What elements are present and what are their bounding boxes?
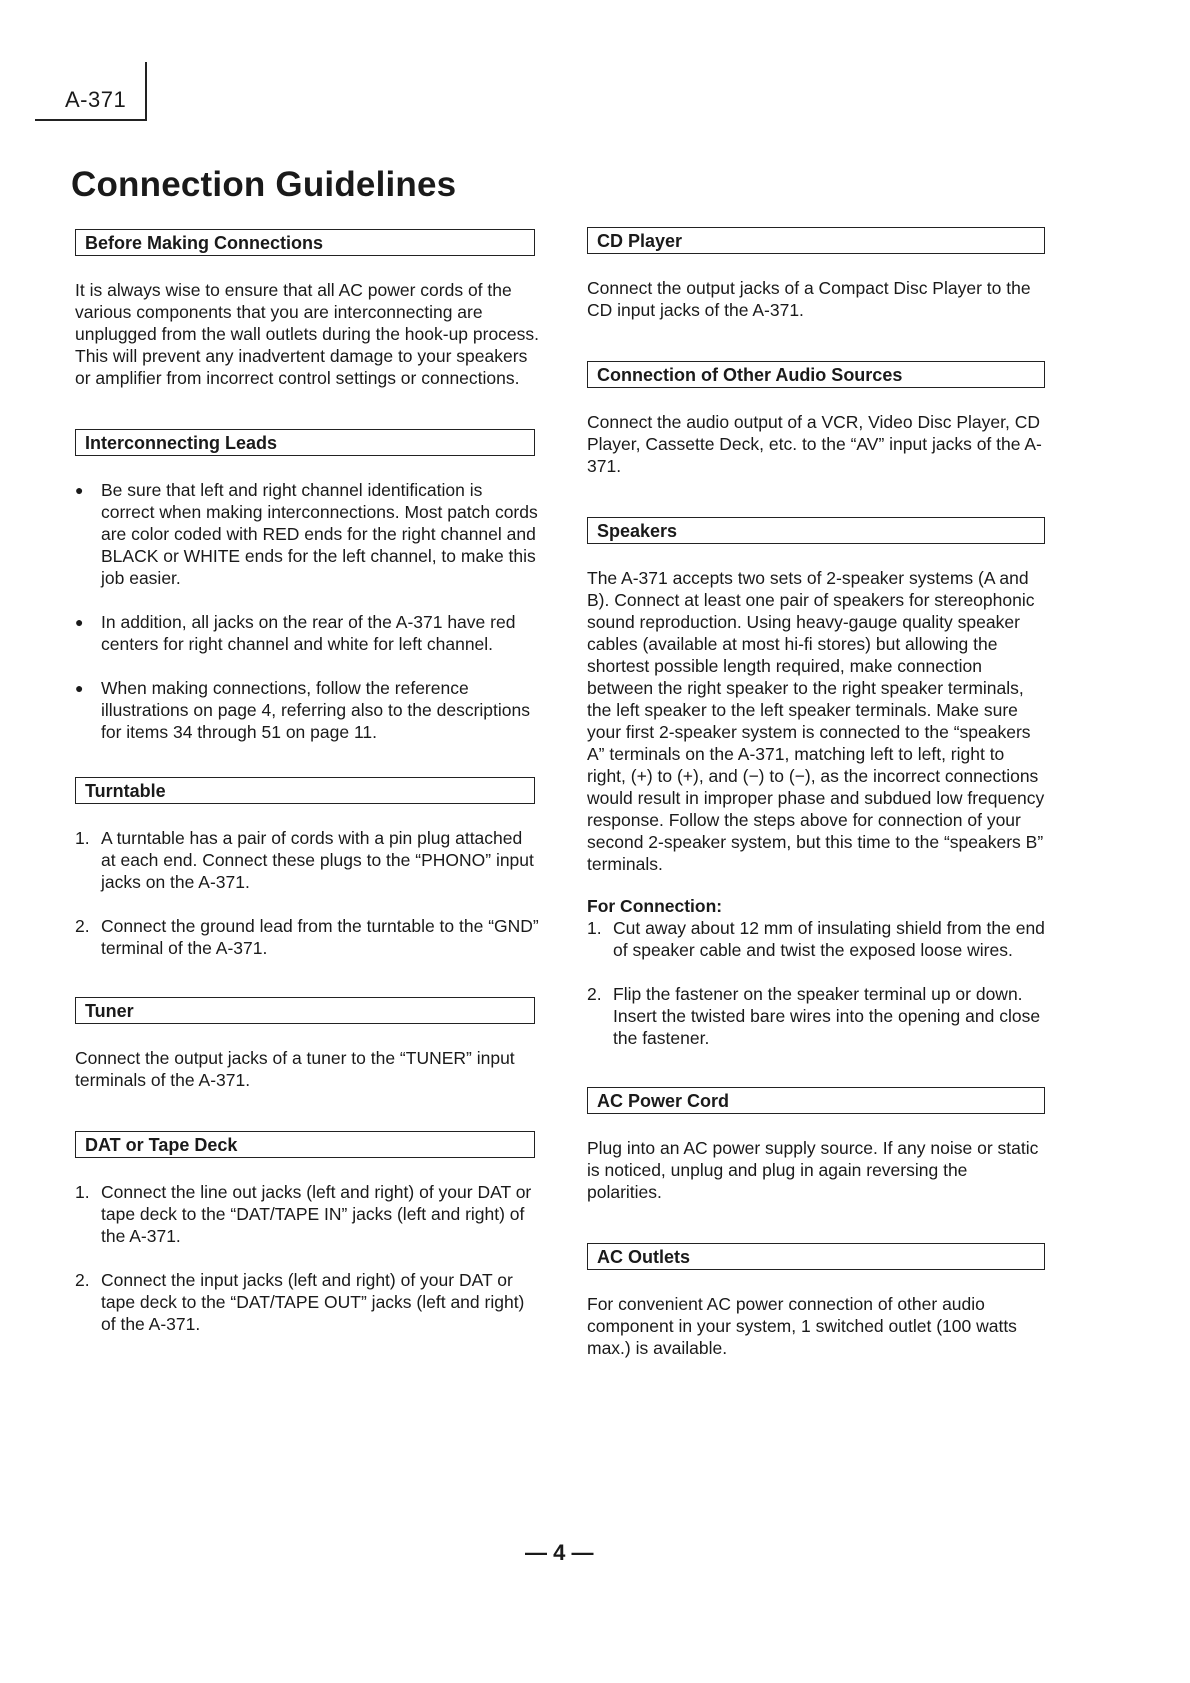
section-speakers-heading: Speakers bbox=[587, 517, 1045, 544]
for-connection-subheading: For Connection: bbox=[587, 896, 723, 916]
section-cord-body: Plug into an AC power supply source. If any noise or static is noticed, unplug and plug in again reversing the polarities. bbox=[587, 1138, 1039, 1202]
bullet-icon: ● bbox=[75, 680, 84, 696]
tab-divider bbox=[145, 62, 147, 120]
section-other-heading: Connection of Other Audio Sources bbox=[587, 361, 1045, 388]
right-column bbox=[587, 227, 1047, 1359]
section-other-body: Connect the audio output of a VCR, Video Disc Player, CD Player, Cassette Deck, etc. to the “AV” input jacks of the A-371. bbox=[587, 412, 1042, 476]
model-tab bbox=[35, 62, 147, 120]
page-title: Connection Guidelines bbox=[71, 165, 457, 204]
section-cd-heading: CD Player bbox=[587, 227, 1045, 254]
section-tuner-body: Connect the output jacks of a tuner to the “TUNER” input terminals of the A-371. bbox=[75, 1048, 515, 1090]
list-item: 1. Cut away about 12 mm of insulating shield from the end of speaker cable and twist the exposed loose wires. bbox=[587, 918, 1045, 960]
list-item: 1. A turntable has a pair of cords with a pin plug attached at each end. Connect these plugs to the “PHONO” input jacks on the A-371. bbox=[75, 828, 534, 892]
section-before-heading: Before Making Connections bbox=[75, 229, 535, 256]
model-label: A-371 bbox=[65, 87, 127, 112]
bullet-icon: ● bbox=[75, 482, 84, 498]
turntable-steps bbox=[75, 827, 540, 959]
section-leads-heading: Interconnecting Leads bbox=[75, 429, 535, 456]
list-item: 2. Flip the fastener on the speaker terminal up or down. Insert the twisted bare wires into the opening and close the fastener. bbox=[587, 984, 1041, 1048]
section-cord-heading: AC Power Cord bbox=[587, 1087, 1045, 1114]
list-item: ● In addition, all jacks on the rear of the A-371 have red centers for right channel and white for left channel. bbox=[75, 612, 516, 654]
page-number: — 4 — bbox=[525, 1540, 594, 1565]
dat-steps bbox=[75, 1181, 540, 1335]
section-tuner-heading: Tuner bbox=[75, 997, 535, 1024]
bullet-icon: ● bbox=[75, 614, 84, 630]
section-dat-heading: DAT or Tape Deck bbox=[75, 1131, 535, 1158]
left-column bbox=[75, 229, 540, 1357]
speaker-steps bbox=[587, 917, 1047, 1049]
list-item: ● Be sure that left and right channel identification is correct when making interconnections. Most patch cords are color coded with RED ends for the right channel and BLACK or WHITE ends for the left channel, to make this job easier. bbox=[75, 480, 538, 588]
section-before-body: It is always wise to ensure that all AC power cords of the various components that you are interconnecting are unplugged from the wall outlets during the hook-up process. This will prevent any inadvertent damage to your speakers or amplifier from incorrect control settings or connections. bbox=[75, 280, 540, 388]
section-outlets-heading: AC Outlets bbox=[587, 1243, 1045, 1270]
list-item: ● When making connections, follow the reference illustrations on page 4, referring also to the descriptions for items 34 through 51 on page 11. bbox=[75, 678, 530, 742]
list-item: 1. Connect the line out jacks (left and right) of your DAT or tape deck to the “DAT/TAPE IN” jacks (left and right) of the A-371. bbox=[75, 1182, 532, 1246]
tab-underline bbox=[35, 119, 147, 121]
section-turntable-heading: Turntable bbox=[75, 777, 535, 804]
section-outlets-body: For convenient AC power connection of other audio component in your system, 1 switched outlet (100 watts max.) is available. bbox=[587, 1294, 1017, 1358]
section-cd-body: Connect the output jacks of a Compact Disc Player to the CD input jacks of the A-371. bbox=[587, 278, 1031, 320]
section-speakers-body: The A-371 accepts two sets of 2-speaker systems (A and B). Connect at least one pair of speakers for stereophonic sound reproduction. Using heavy-gauge quality speaker cables (available at most hi-fi stores) but allowing the shortest possible length required, make connection between the right speaker to the right speaker terminals, the left speaker to the left speaker terminals. Make sure your first 2-speaker system is connected to the “speakers A” terminals on the A-371, matching left to left, right to right, (+) to (+), and (−) to (−), as the incorrect connections would result in improper phase and subdued low frequency response. Follow the steps above for connection of your second 2-speaker system, but this time to the “speakers B” terminals. bbox=[587, 568, 1045, 874]
list-item: 2. Connect the ground lead from the turntable to the “GND” terminal of the A-371. bbox=[75, 916, 539, 958]
list-item: 2. Connect the input jacks (left and right) of your DAT or tape deck to the “DAT/TAPE OUT” jacks (left and right) of the A-371. bbox=[75, 1270, 525, 1334]
leads-list bbox=[75, 479, 540, 743]
